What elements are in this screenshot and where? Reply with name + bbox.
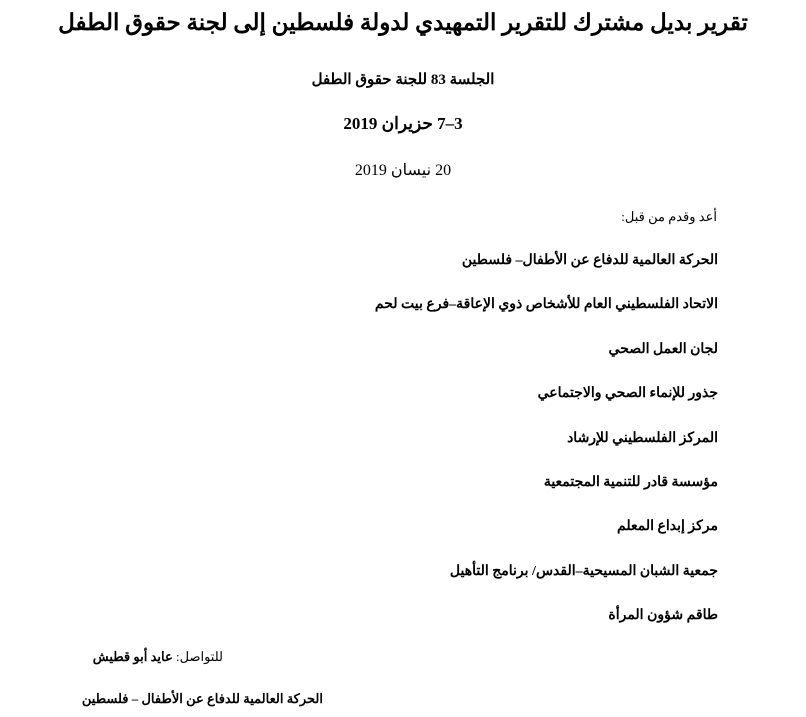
list-item: مؤسسة قادر للتنمية المجتمعية — [543, 474, 718, 490]
organizations-list — [375, 252, 718, 652]
contact-name: عايد أبو قطيش — [92, 649, 173, 664]
list-item: جمعية الشبان المسيحية–القدس/ برنامج التأهيل — [449, 563, 718, 579]
list-item: الحركة العالمية للدفاع عن الأطفال– فلسطين — [461, 253, 718, 268]
list-item: الاتحاد الفلسطيني العام للأشخاص ذوي الإعاقة–فرع بيت لحم — [374, 297, 718, 313]
document-title: تقرير بديل مشترك للتقرير التمهيدي لدولة فلسطين إلى لجنة حقوق الطفل — [58, 10, 748, 35]
issue-date: 20 نيسان 2019 — [354, 162, 452, 179]
list-item: جذور للإنماء الصحي والاجتماعي — [537, 386, 718, 402]
list-item: المركز الفلسطيني للإرشاد — [567, 430, 718, 446]
contact-organization: الحركة العالمية للدفاع عن الأطفال – فلسطين — [81, 691, 323, 706]
prepared-by-label: أعد وقدم من قبل: — [621, 209, 717, 224]
list-item: طاقم شؤون المرأة — [608, 608, 718, 624]
contact-line — [93, 649, 223, 665]
contact-label: للتواصل: — [175, 649, 223, 664]
list-item: لجان العمل الصحي — [608, 341, 718, 357]
list-item: مركز إبداع المعلم — [617, 519, 718, 535]
session-dates: 3–7 حزيران 2019 — [343, 114, 463, 133]
session-line: الجلسة 83 للجنة حقوق الطفل — [311, 72, 495, 88]
